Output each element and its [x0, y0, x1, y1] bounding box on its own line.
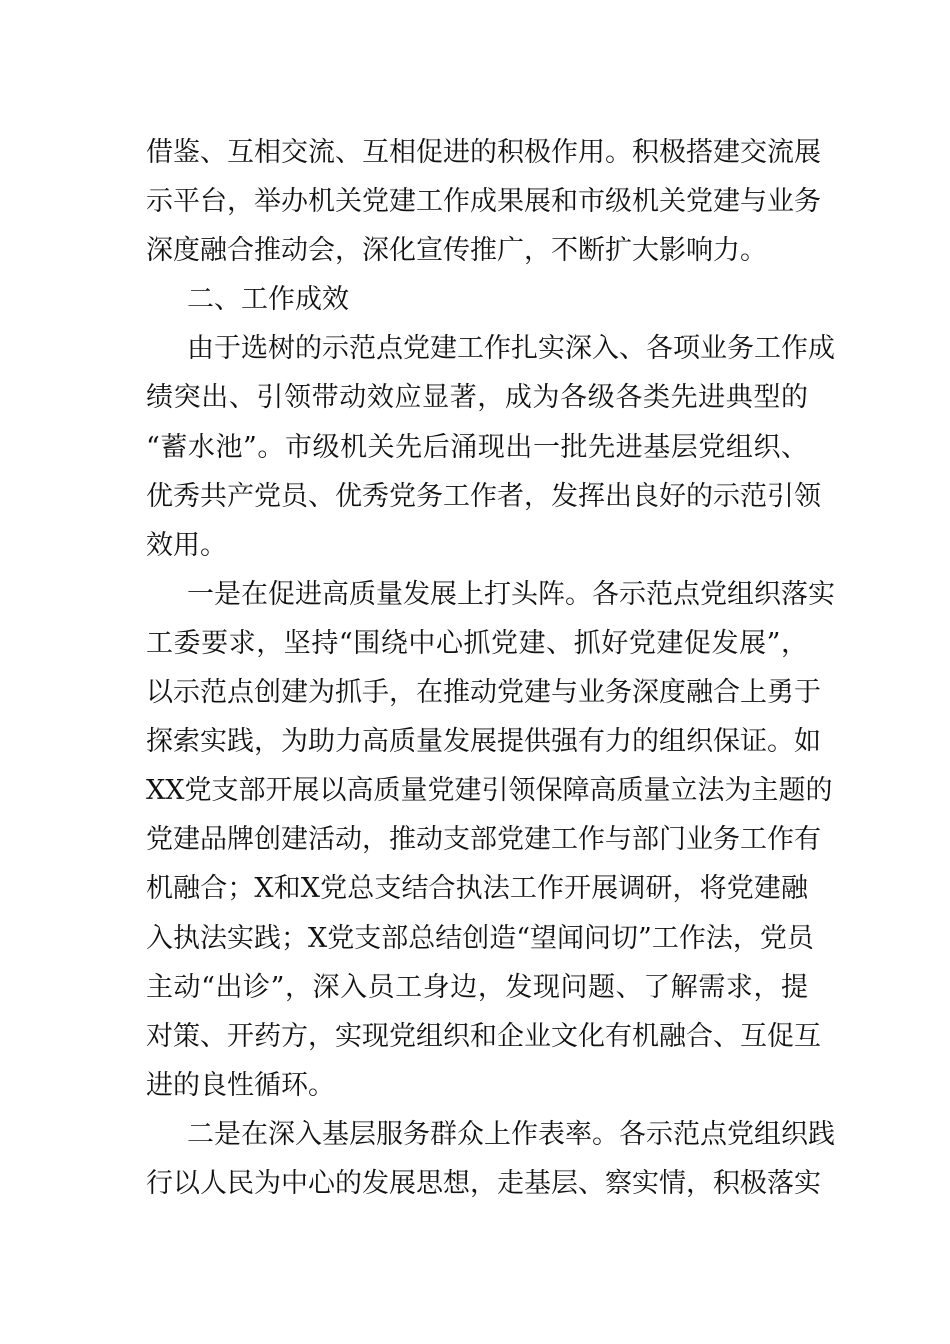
text-line: 机融合；X和X党总支结合执法工作开展调研，将党建融: [146, 873, 808, 905]
text-line: 由于选树的示范点党建工作扎实深入、各项业务工作成: [187, 333, 835, 365]
text-line: 入执法实践；X党支部总结创造“望闻问切”工作法，党员: [146, 922, 814, 954]
text-line: 示平台，举办机关党建工作成果展和市级机关党建与业务: [146, 186, 821, 218]
text-line: 优秀共产党员、优秀党务工作者，发挥出良好的示范引领: [146, 480, 821, 512]
text-line: “蓄水池”。市级机关先后涌现出一批先进基层党组织、: [146, 431, 808, 463]
text-line: XX党支部开展以高质量党建引领保障高质量立法为主题的: [146, 775, 833, 807]
text-line: 借鉴、互相交流、互相促进的积极作用。积极搭建交流展: [146, 137, 821, 168]
text-line: 深度融合推动会，深化宣传推广，不断扩大影响力。: [146, 235, 767, 267]
text-line: 党建品牌创建活动，推动支部党建工作与部门业务工作有: [146, 824, 821, 856]
text-line: 进的良性循环。: [146, 1069, 335, 1101]
section-heading: 二、工作成效: [187, 284, 349, 316]
text-line: 探索实践，为助力高质量发展提供强有力的组织保证。如: [146, 726, 821, 758]
text-line: 效用。: [146, 529, 227, 561]
text-line: 以示范点创建为抓手，在推动党建与业务深度融合上勇于: [146, 677, 821, 709]
text-line: 对策、开药方，实现党组织和企业文化有机融合、互促互: [146, 1020, 821, 1052]
text-line: 二是在深入基层服务群众上作表率。各示范点党组织践: [187, 1118, 835, 1150]
text-line: 行以人民为中心的发展思想，走基层、察实情，积极落实: [146, 1167, 821, 1199]
text-line: 工委要求，坚持“围绕中心抓党建、抓好党建促发展”，: [146, 627, 808, 659]
text-line: 一是在促进高质量发展上打头阵。各示范点党组织落实: [187, 578, 835, 610]
text-line: 主动“出诊”，深入员工身边，发现问题、了解需求，提: [146, 971, 808, 1003]
document-body: [146, 128, 835, 1208]
text-line: 绩突出、引领带动效应显著，成为各级各类先进典型的: [146, 382, 808, 414]
